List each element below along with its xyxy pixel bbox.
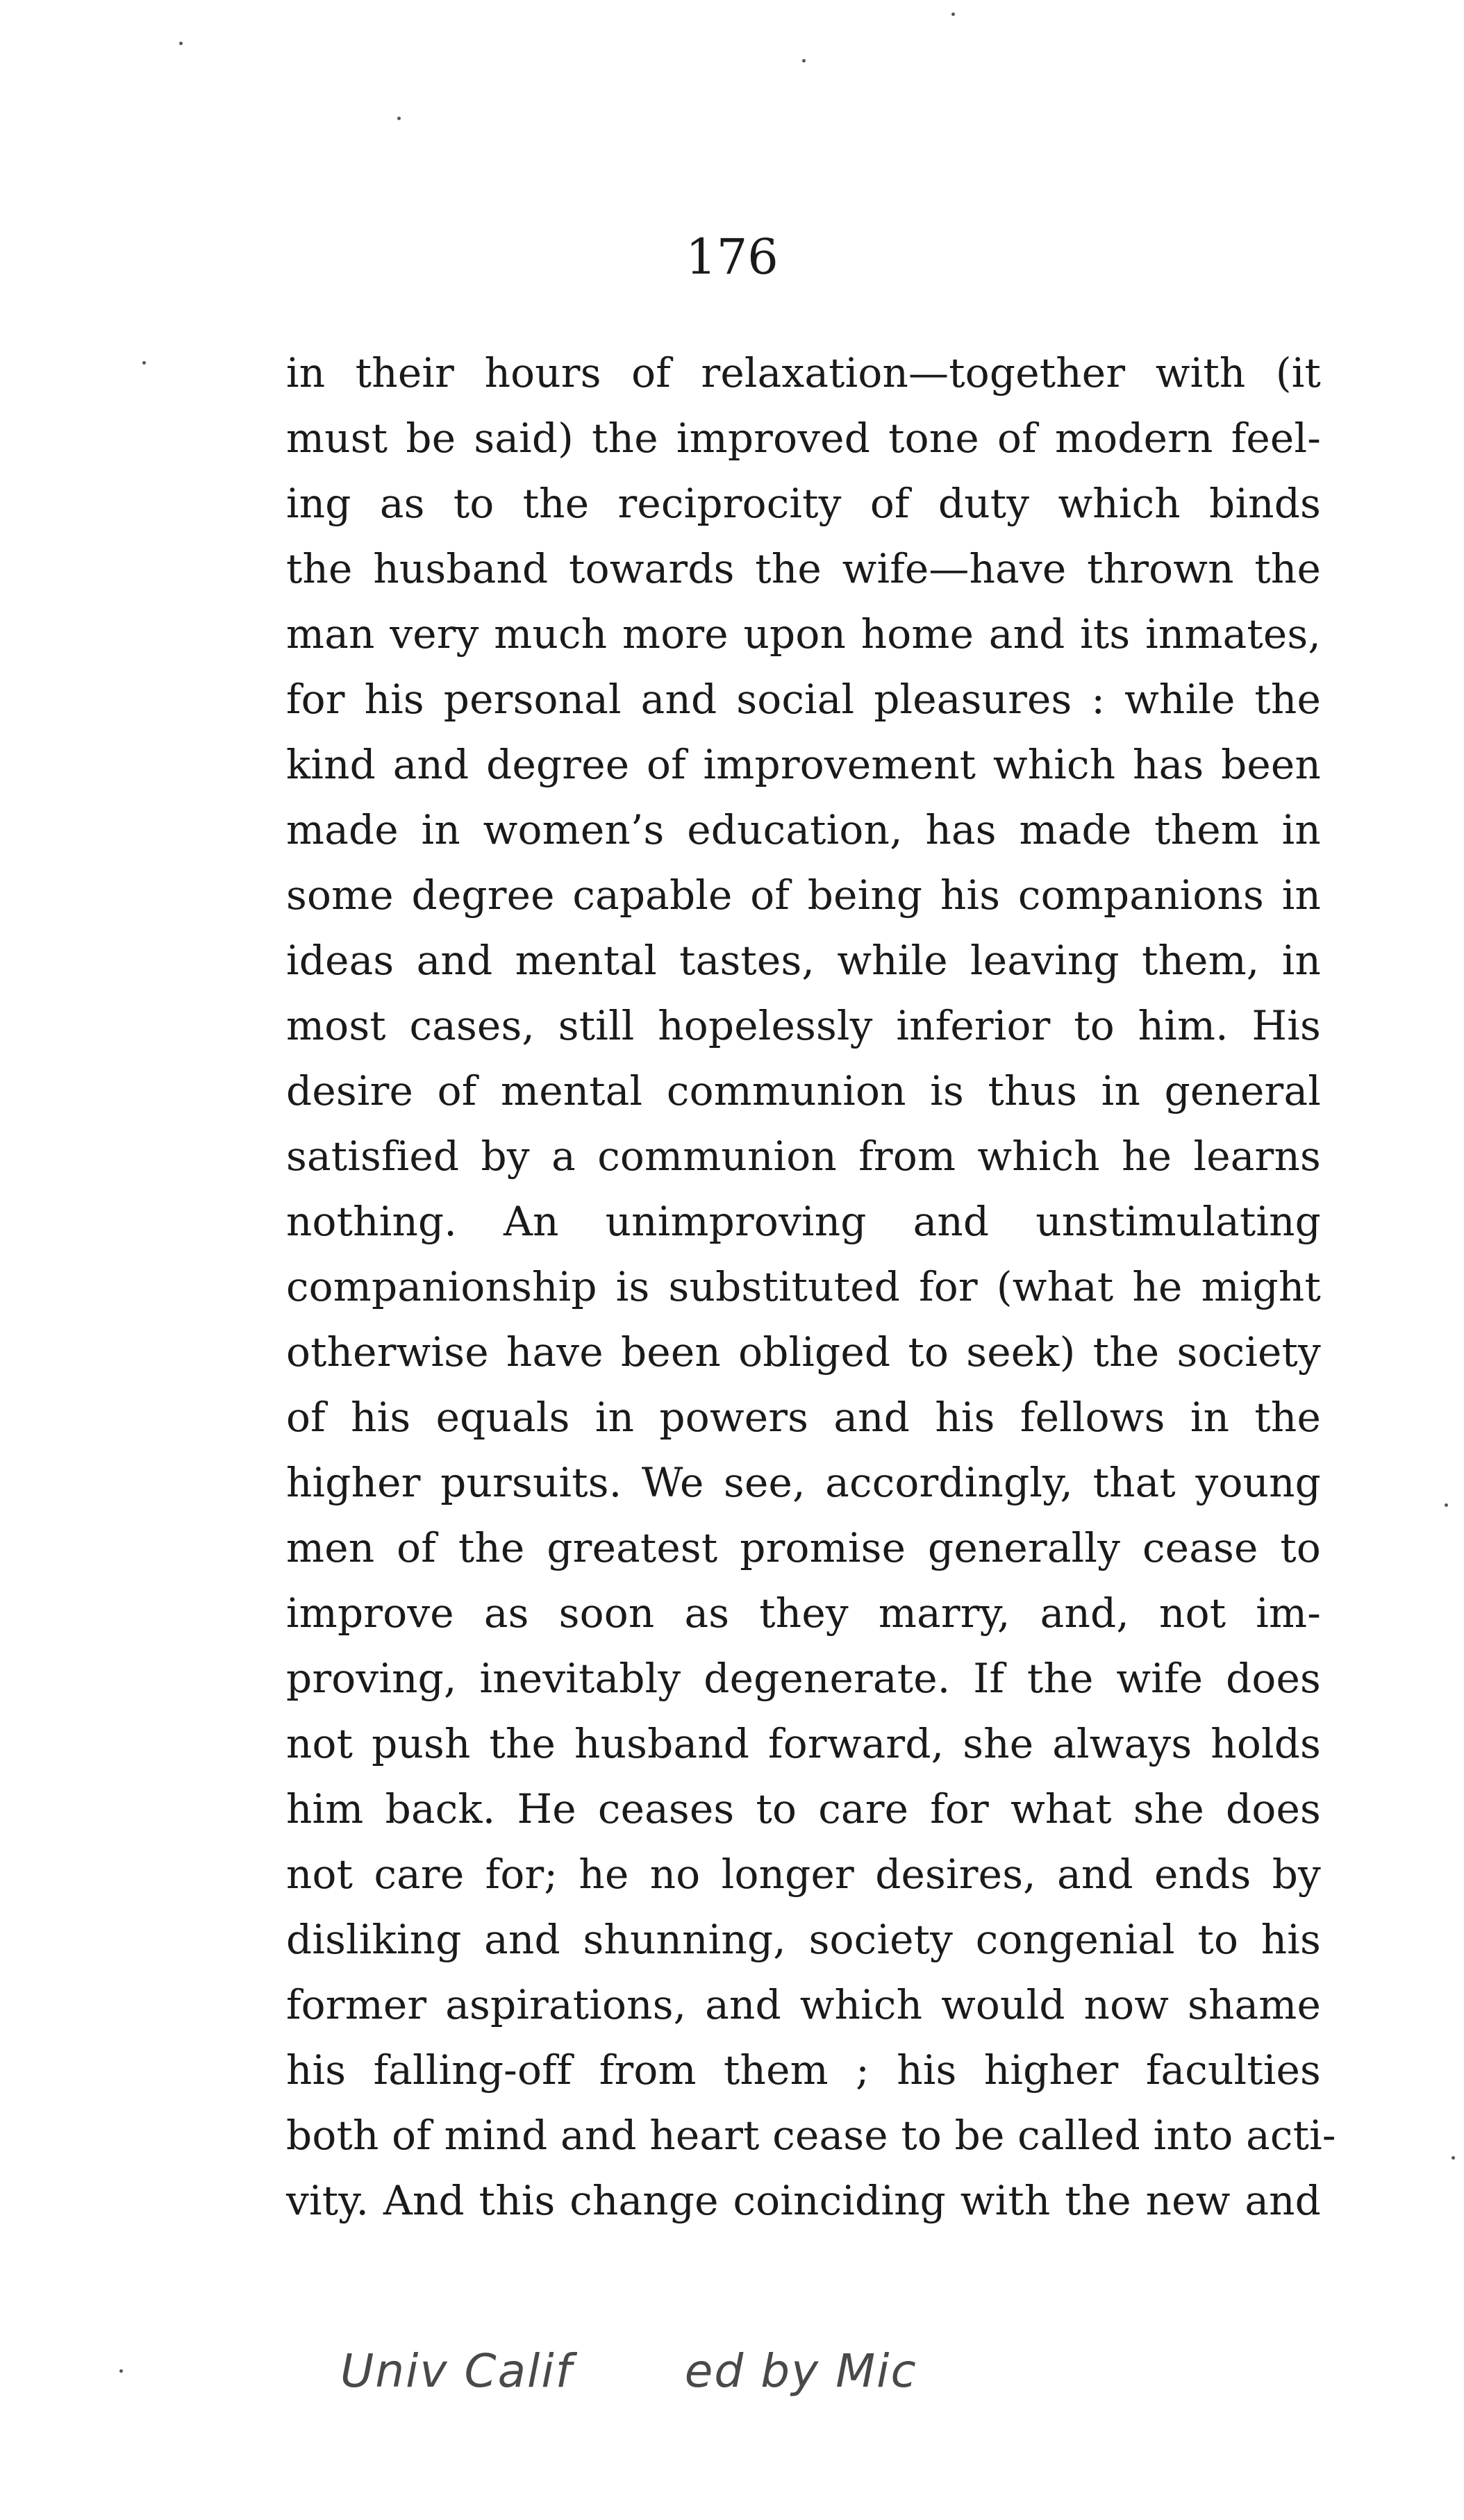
digitization-watermark: Univ Calif ed by Mic	[340, 2344, 917, 2398]
text-line: not push the husband forward, she always holds	[286, 1720, 1321, 1767]
text-line: companionship is substituted for (what he might	[286, 1263, 1321, 1310]
text-line: improve as soon as they marry, and, not im-	[286, 1589, 1321, 1637]
text-line: must be said) the improved tone of modern feel-	[286, 415, 1321, 462]
text-line: both of mind and heart cease to be called into acti-	[286, 2112, 1336, 2159]
text-line: vity. And this change coinciding with the new and	[286, 2177, 1321, 2224]
text-line: kind and degree of improvement which has been	[286, 741, 1321, 788]
text-line: proving, inevitably degenerate. If the wife does	[286, 1655, 1321, 1702]
text-line: disliking and shunning, society congenial to his	[286, 1916, 1321, 1963]
scan-speck	[179, 42, 183, 45]
text-line: higher pursuits. We see, accordingly, that young	[286, 1459, 1321, 1506]
scan-speck	[951, 12, 955, 16]
scan-speck	[119, 2369, 123, 2373]
text-line: otherwise have been obliged to seek) the society	[286, 1328, 1321, 1376]
text-line: men of the greatest promise generally cease to	[286, 1524, 1321, 1571]
text-line: satisfied by a communion from which he learns	[286, 1133, 1321, 1180]
text-line: former aspirations, and which would now shame	[286, 1981, 1321, 2028]
text-line: his falling-off from them ; his higher faculties	[286, 2046, 1321, 2094]
text-line: him back. He ceases to care for what she does	[286, 1785, 1321, 1833]
text-line: not care for; he no longer desires, and ends by	[286, 1851, 1321, 1898]
text-line: nothing. An unimproving and unstimulating	[286, 1198, 1321, 1245]
text-line: some degree capable of being his companions in	[286, 871, 1321, 919]
scan-speck	[1445, 1503, 1448, 1507]
text-line: of his equals in powers and his fellows in the	[286, 1394, 1321, 1441]
text-line: for his personal and social pleasures : while the	[286, 676, 1321, 723]
text-line: ideas and mental tastes, while leaving them, in	[286, 937, 1321, 984]
text-line: made in women’s education, has made them in	[286, 806, 1321, 853]
text-line: the husband towards the wife—have thrown the	[286, 545, 1321, 592]
text-line: desire of mental communion is thus in general	[286, 1067, 1321, 1115]
text-line: ing as to the reciprocity of duty which binds	[286, 480, 1321, 527]
scan-speck	[802, 59, 806, 62]
body-text	[286, 340, 1336, 2233]
page-number: 176	[685, 228, 779, 285]
text-line: in their hours of relaxation—together with (it	[286, 349, 1321, 397]
scan-speck	[1451, 2156, 1455, 2160]
text-line: man very much more upon home and its inmates,	[286, 610, 1321, 658]
scan-speck	[397, 117, 401, 120]
text-line: most cases, still hopelessly inferior to him. His	[286, 1002, 1321, 1049]
scan-speck	[142, 361, 146, 365]
